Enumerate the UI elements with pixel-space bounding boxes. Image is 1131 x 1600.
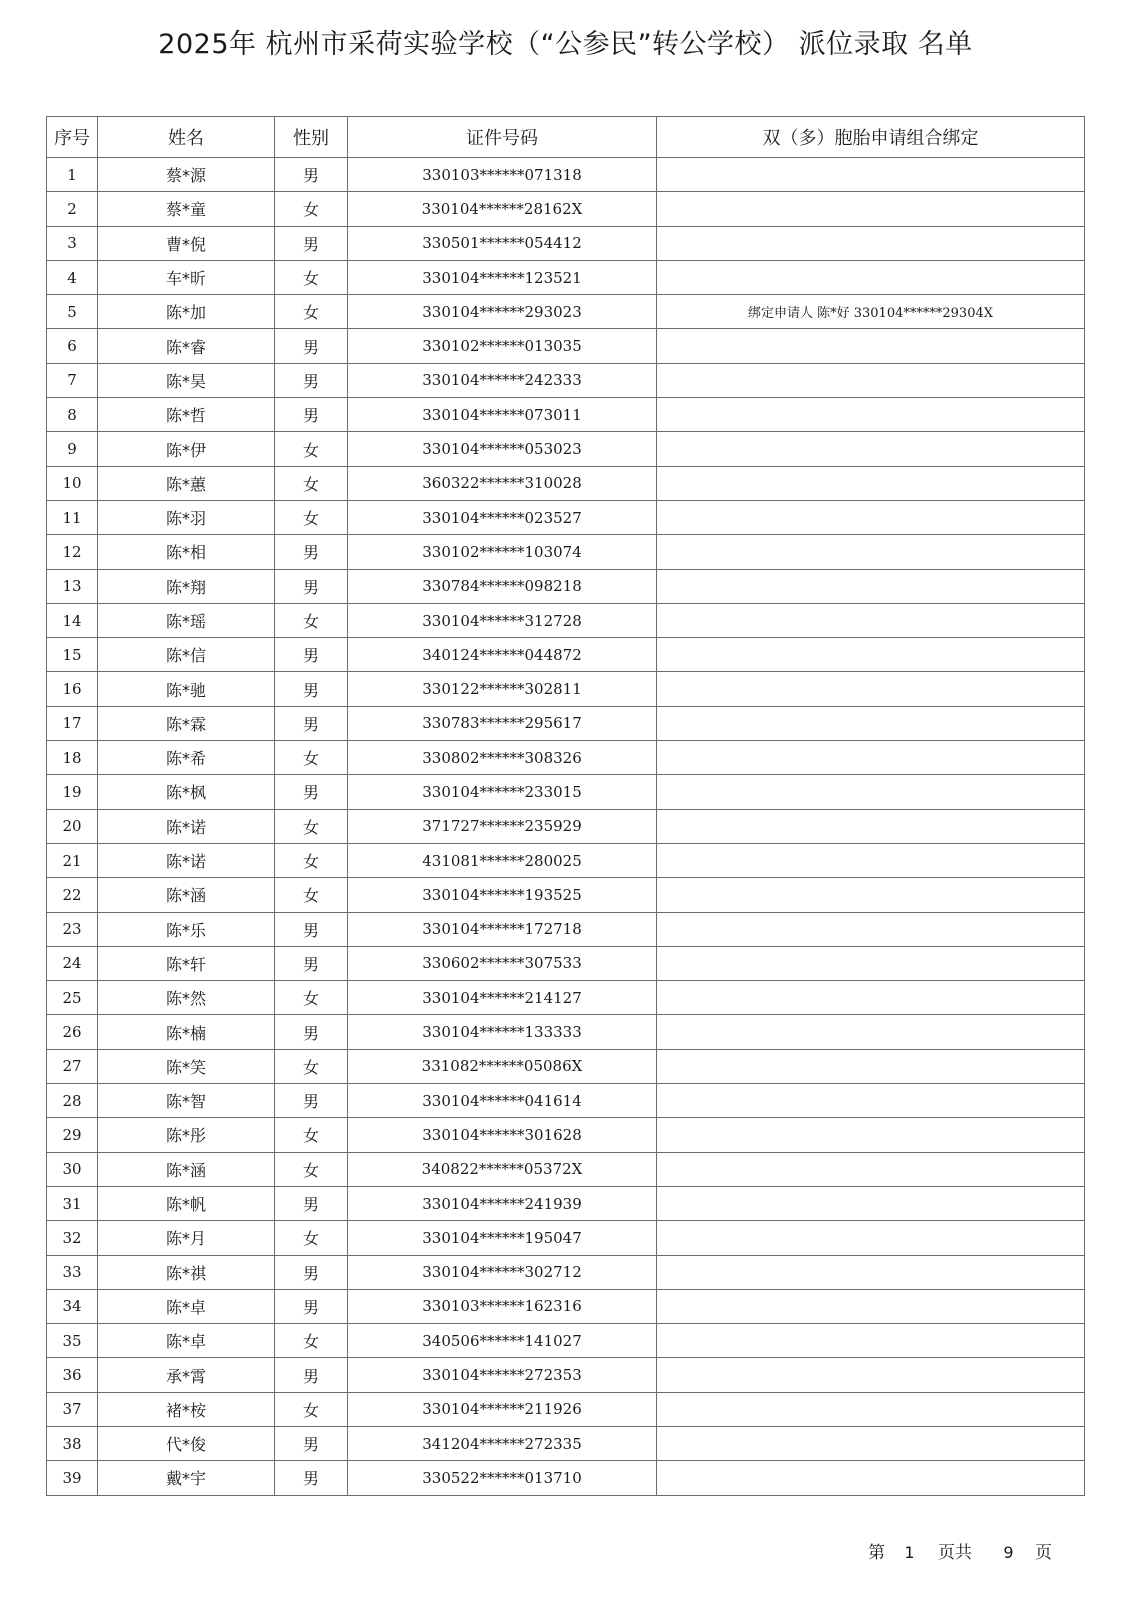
cell-gender: 女 xyxy=(275,500,348,534)
cell-id-number: 330104******023527 xyxy=(348,500,657,534)
cell-name: 陈*卓 xyxy=(98,1324,275,1358)
cell-id-number: 340822******05372X xyxy=(348,1152,657,1186)
cell-id-number: 330104******211926 xyxy=(348,1392,657,1426)
cell-gender: 男 xyxy=(275,1015,348,1049)
cell-twin-binding xyxy=(657,946,1085,980)
cell-name: 陈*彤 xyxy=(98,1118,275,1152)
cell-id-number: 330104******272353 xyxy=(348,1358,657,1392)
cell-seq: 31 xyxy=(47,1186,98,1220)
cell-name: 陈*祺 xyxy=(98,1255,275,1289)
cell-gender: 男 xyxy=(275,638,348,672)
cell-seq: 12 xyxy=(47,535,98,569)
cell-name: 陈*枫 xyxy=(98,775,275,809)
cell-seq: 9 xyxy=(47,432,98,466)
table-row xyxy=(47,775,1085,809)
cell-id-number: 330501******054412 xyxy=(348,226,657,260)
table-row xyxy=(47,1324,1085,1358)
cell-name: 陈*驰 xyxy=(98,672,275,706)
cell-gender: 男 xyxy=(275,158,348,192)
cell-name: 蔡*源 xyxy=(98,158,275,192)
table-row xyxy=(47,192,1085,226)
cell-id-number: 330104******053023 xyxy=(348,432,657,466)
cell-id-number: 341204******272335 xyxy=(348,1426,657,1460)
cell-id-number: 330104******301628 xyxy=(348,1118,657,1152)
cell-seq: 38 xyxy=(47,1426,98,1460)
cell-name: 陈*月 xyxy=(98,1221,275,1255)
cell-name: 陈*昊 xyxy=(98,363,275,397)
cell-twin-binding xyxy=(657,981,1085,1015)
cell-gender: 男 xyxy=(275,946,348,980)
cell-twin-binding xyxy=(657,1358,1085,1392)
cell-id-number: 330104******312728 xyxy=(348,603,657,637)
cell-gender: 男 xyxy=(275,329,348,363)
cell-gender: 女 xyxy=(275,1324,348,1358)
cell-gender: 男 xyxy=(275,569,348,603)
table-header-row xyxy=(47,117,1085,158)
cell-id-number: 330104******241939 xyxy=(348,1186,657,1220)
cell-id-number: 330104******133333 xyxy=(348,1015,657,1049)
cell-gender: 男 xyxy=(275,1084,348,1118)
table-row xyxy=(47,843,1085,877)
cell-id-number: 330602******307533 xyxy=(348,946,657,980)
cell-seq: 23 xyxy=(47,912,98,946)
cell-seq: 17 xyxy=(47,706,98,740)
cell-name: 陈*信 xyxy=(98,638,275,672)
cell-name: 陈*伊 xyxy=(98,432,275,466)
cell-gender: 女 xyxy=(275,1049,348,1083)
cell-id-number: 330784******098218 xyxy=(348,569,657,603)
cell-seq: 6 xyxy=(47,329,98,363)
current-page-number: 1 xyxy=(904,1543,915,1562)
cell-gender: 女 xyxy=(275,260,348,294)
cell-id-number: 330104******195047 xyxy=(348,1221,657,1255)
cell-gender: 男 xyxy=(275,535,348,569)
cell-gender: 男 xyxy=(275,1255,348,1289)
cell-name: 蔡*童 xyxy=(98,192,275,226)
cell-seq: 20 xyxy=(47,809,98,843)
cell-name: 陈*翔 xyxy=(98,569,275,603)
cell-gender: 女 xyxy=(275,1392,348,1426)
header-name: 姓名 xyxy=(98,117,275,158)
table-row xyxy=(47,1118,1085,1152)
cell-seq: 33 xyxy=(47,1255,98,1289)
cell-twin-binding xyxy=(657,1152,1085,1186)
cell-name: 陈*笑 xyxy=(98,1049,275,1083)
header-id-number: 证件号码 xyxy=(348,117,657,158)
cell-twin-binding xyxy=(657,775,1085,809)
cell-twin-binding xyxy=(657,1255,1085,1289)
cell-seq: 16 xyxy=(47,672,98,706)
table-row xyxy=(47,1084,1085,1118)
table-row xyxy=(47,1221,1085,1255)
cell-gender: 男 xyxy=(275,363,348,397)
table-row xyxy=(47,1392,1085,1426)
cell-twin-binding xyxy=(657,1392,1085,1426)
table-row xyxy=(47,1186,1085,1220)
cell-twin-binding xyxy=(657,363,1085,397)
page-footer xyxy=(868,1538,1052,1563)
cell-id-number: 330103******071318 xyxy=(348,158,657,192)
header-seq: 序号 xyxy=(47,117,98,158)
cell-gender: 男 xyxy=(275,1289,348,1323)
cell-seq: 27 xyxy=(47,1049,98,1083)
cell-seq: 34 xyxy=(47,1289,98,1323)
table-row xyxy=(47,1461,1085,1495)
cell-gender: 男 xyxy=(275,226,348,260)
cell-twin-binding xyxy=(657,1186,1085,1220)
table-body xyxy=(47,158,1085,1496)
cell-gender: 男 xyxy=(275,1358,348,1392)
cell-twin-binding xyxy=(657,912,1085,946)
cell-seq: 25 xyxy=(47,981,98,1015)
cell-seq: 21 xyxy=(47,843,98,877)
cell-name: 陈*卓 xyxy=(98,1289,275,1323)
cell-id-number: 330103******162316 xyxy=(348,1289,657,1323)
cell-gender: 男 xyxy=(275,1186,348,1220)
cell-name: 褚*桉 xyxy=(98,1392,275,1426)
cell-id-number: 330522******013710 xyxy=(348,1461,657,1495)
cell-id-number: 330104******172718 xyxy=(348,912,657,946)
cell-twin-binding xyxy=(657,1049,1085,1083)
cell-id-number: 330122******302811 xyxy=(348,672,657,706)
cell-seq: 39 xyxy=(47,1461,98,1495)
cell-twin-binding xyxy=(657,1015,1085,1049)
cell-twin-binding xyxy=(657,329,1085,363)
cell-twin-binding xyxy=(657,1289,1085,1323)
table-row xyxy=(47,1255,1085,1289)
table-row xyxy=(47,466,1085,500)
page-title: 2025年 杭州市采荷实验学校（“公参民”转公学校） 派位录取 名单 xyxy=(158,29,973,60)
cell-twin-binding xyxy=(657,672,1085,706)
cell-name: 陈*帆 xyxy=(98,1186,275,1220)
cell-id-number: 330104******28162X xyxy=(348,192,657,226)
cell-id-number: 431081******280025 xyxy=(348,843,657,877)
cell-seq: 35 xyxy=(47,1324,98,1358)
cell-seq: 29 xyxy=(47,1118,98,1152)
cell-name: 车*昕 xyxy=(98,260,275,294)
cell-twin-binding xyxy=(657,500,1085,534)
cell-twin-binding xyxy=(657,398,1085,432)
table-row xyxy=(47,1426,1085,1460)
cell-name: 陈*乐 xyxy=(98,912,275,946)
cell-id-number: 330104******233015 xyxy=(348,775,657,809)
table-row xyxy=(47,329,1085,363)
cell-gender: 男 xyxy=(275,775,348,809)
cell-twin-binding xyxy=(657,741,1085,775)
cell-twin-binding xyxy=(657,192,1085,226)
cell-name: 陈*涵 xyxy=(98,1152,275,1186)
admission-table xyxy=(46,116,1085,1496)
cell-name: 陈*楠 xyxy=(98,1015,275,1049)
table-row xyxy=(47,638,1085,672)
table-row xyxy=(47,260,1085,294)
table-row xyxy=(47,1358,1085,1392)
table-row xyxy=(47,226,1085,260)
table-row xyxy=(47,603,1085,637)
cell-id-number: 360322******310028 xyxy=(348,466,657,500)
table-row xyxy=(47,1015,1085,1049)
cell-twin-binding xyxy=(657,1324,1085,1358)
cell-name: 陈*涵 xyxy=(98,878,275,912)
cell-seq: 1 xyxy=(47,158,98,192)
table-row xyxy=(47,295,1085,329)
cell-id-number: 331082******05086X xyxy=(348,1049,657,1083)
cell-name: 陈*然 xyxy=(98,981,275,1015)
header-gender: 性别 xyxy=(275,117,348,158)
cell-id-number: 330104******242333 xyxy=(348,363,657,397)
cell-twin-binding xyxy=(657,1461,1085,1495)
cell-gender: 女 xyxy=(275,809,348,843)
cell-gender: 女 xyxy=(275,1118,348,1152)
cell-id-number: 330104******214127 xyxy=(348,981,657,1015)
table-row xyxy=(47,569,1085,603)
cell-seq: 36 xyxy=(47,1358,98,1392)
cell-name: 代*俊 xyxy=(98,1426,275,1460)
cell-gender: 男 xyxy=(275,1461,348,1495)
cell-seq: 11 xyxy=(47,500,98,534)
cell-seq: 14 xyxy=(47,603,98,637)
cell-name: 陈*哲 xyxy=(98,398,275,432)
total-pages-number: 9 xyxy=(1003,1543,1014,1562)
cell-id-number: 330104******193525 xyxy=(348,878,657,912)
table-row xyxy=(47,981,1085,1015)
cell-name: 陈*诺 xyxy=(98,809,275,843)
cell-id-number: 330783******295617 xyxy=(348,706,657,740)
cell-id-number: 330104******302712 xyxy=(348,1255,657,1289)
cell-twin-binding: 绑定申请人 陈*好 330104******29304X xyxy=(657,295,1085,329)
cell-twin-binding xyxy=(657,1084,1085,1118)
cell-gender: 男 xyxy=(275,672,348,706)
table-row xyxy=(47,363,1085,397)
footer-middle: 页共 xyxy=(938,1543,972,1563)
cell-gender: 男 xyxy=(275,398,348,432)
footer-prefix: 第 xyxy=(868,1543,885,1563)
table-row xyxy=(47,1289,1085,1323)
table-row xyxy=(47,1152,1085,1186)
cell-gender: 女 xyxy=(275,1221,348,1255)
cell-twin-binding xyxy=(657,809,1085,843)
cell-name: 陈*瑶 xyxy=(98,603,275,637)
cell-twin-binding xyxy=(657,569,1085,603)
table-row xyxy=(47,706,1085,740)
table-row xyxy=(47,398,1085,432)
cell-gender: 女 xyxy=(275,432,348,466)
cell-seq: 2 xyxy=(47,192,98,226)
cell-seq: 3 xyxy=(47,226,98,260)
table-row xyxy=(47,158,1085,192)
cell-name: 曹*倪 xyxy=(98,226,275,260)
cell-gender: 女 xyxy=(275,741,348,775)
table-row xyxy=(47,672,1085,706)
cell-name: 陈*轩 xyxy=(98,946,275,980)
header-twin-binding: 双（多）胞胎申请组合绑定 xyxy=(657,117,1085,158)
table-row xyxy=(47,1049,1085,1083)
cell-id-number: 330104******293023 xyxy=(348,295,657,329)
cell-gender: 女 xyxy=(275,1152,348,1186)
cell-gender: 女 xyxy=(275,603,348,637)
cell-gender: 女 xyxy=(275,878,348,912)
cell-seq: 32 xyxy=(47,1221,98,1255)
cell-twin-binding xyxy=(657,432,1085,466)
cell-gender: 女 xyxy=(275,843,348,877)
cell-name: 陈*加 xyxy=(98,295,275,329)
cell-gender: 女 xyxy=(275,981,348,1015)
table-row xyxy=(47,535,1085,569)
cell-gender: 女 xyxy=(275,466,348,500)
cell-twin-binding xyxy=(657,1221,1085,1255)
cell-id-number: 340124******044872 xyxy=(348,638,657,672)
cell-seq: 5 xyxy=(47,295,98,329)
cell-twin-binding xyxy=(657,878,1085,912)
cell-id-number: 371727******235929 xyxy=(348,809,657,843)
cell-twin-binding xyxy=(657,260,1085,294)
cell-seq: 19 xyxy=(47,775,98,809)
cell-seq: 30 xyxy=(47,1152,98,1186)
table-row xyxy=(47,912,1085,946)
cell-twin-binding xyxy=(657,535,1085,569)
cell-twin-binding xyxy=(657,1426,1085,1460)
cell-seq: 24 xyxy=(47,946,98,980)
cell-seq: 7 xyxy=(47,363,98,397)
cell-name: 戴*宇 xyxy=(98,1461,275,1495)
table-row xyxy=(47,432,1085,466)
cell-name: 陈*羽 xyxy=(98,500,275,534)
cell-name: 承*霄 xyxy=(98,1358,275,1392)
cell-seq: 13 xyxy=(47,569,98,603)
cell-name: 陈*诺 xyxy=(98,843,275,877)
footer-suffix: 页 xyxy=(1035,1543,1052,1563)
cell-seq: 26 xyxy=(47,1015,98,1049)
cell-name: 陈*霖 xyxy=(98,706,275,740)
table-row xyxy=(47,809,1085,843)
cell-id-number: 330802******308326 xyxy=(348,741,657,775)
cell-name: 陈*希 xyxy=(98,741,275,775)
cell-name: 陈*智 xyxy=(98,1084,275,1118)
cell-seq: 37 xyxy=(47,1392,98,1426)
cell-id-number: 330104******041614 xyxy=(348,1084,657,1118)
cell-twin-binding xyxy=(657,638,1085,672)
cell-seq: 28 xyxy=(47,1084,98,1118)
cell-id-number: 330104******123521 xyxy=(348,260,657,294)
cell-seq: 22 xyxy=(47,878,98,912)
cell-name: 陈*睿 xyxy=(98,329,275,363)
cell-twin-binding xyxy=(657,466,1085,500)
cell-id-number: 340506******141027 xyxy=(348,1324,657,1358)
cell-id-number: 330102******013035 xyxy=(348,329,657,363)
cell-gender: 女 xyxy=(275,295,348,329)
cell-twin-binding xyxy=(657,226,1085,260)
cell-seq: 18 xyxy=(47,741,98,775)
cell-twin-binding xyxy=(657,603,1085,637)
cell-twin-binding xyxy=(657,843,1085,877)
table-row xyxy=(47,878,1085,912)
cell-name: 陈*蕙 xyxy=(98,466,275,500)
table-row xyxy=(47,741,1085,775)
cell-id-number: 330102******103074 xyxy=(348,535,657,569)
cell-gender: 男 xyxy=(275,706,348,740)
cell-seq: 8 xyxy=(47,398,98,432)
table-row xyxy=(47,946,1085,980)
cell-seq: 4 xyxy=(47,260,98,294)
cell-gender: 女 xyxy=(275,192,348,226)
table-row xyxy=(47,500,1085,534)
cell-id-number: 330104******073011 xyxy=(348,398,657,432)
cell-seq: 10 xyxy=(47,466,98,500)
cell-name: 陈*相 xyxy=(98,535,275,569)
cell-twin-binding xyxy=(657,158,1085,192)
cell-seq: 15 xyxy=(47,638,98,672)
cell-gender: 男 xyxy=(275,1426,348,1460)
cell-twin-binding xyxy=(657,706,1085,740)
cell-gender: 男 xyxy=(275,912,348,946)
cell-twin-binding xyxy=(657,1118,1085,1152)
